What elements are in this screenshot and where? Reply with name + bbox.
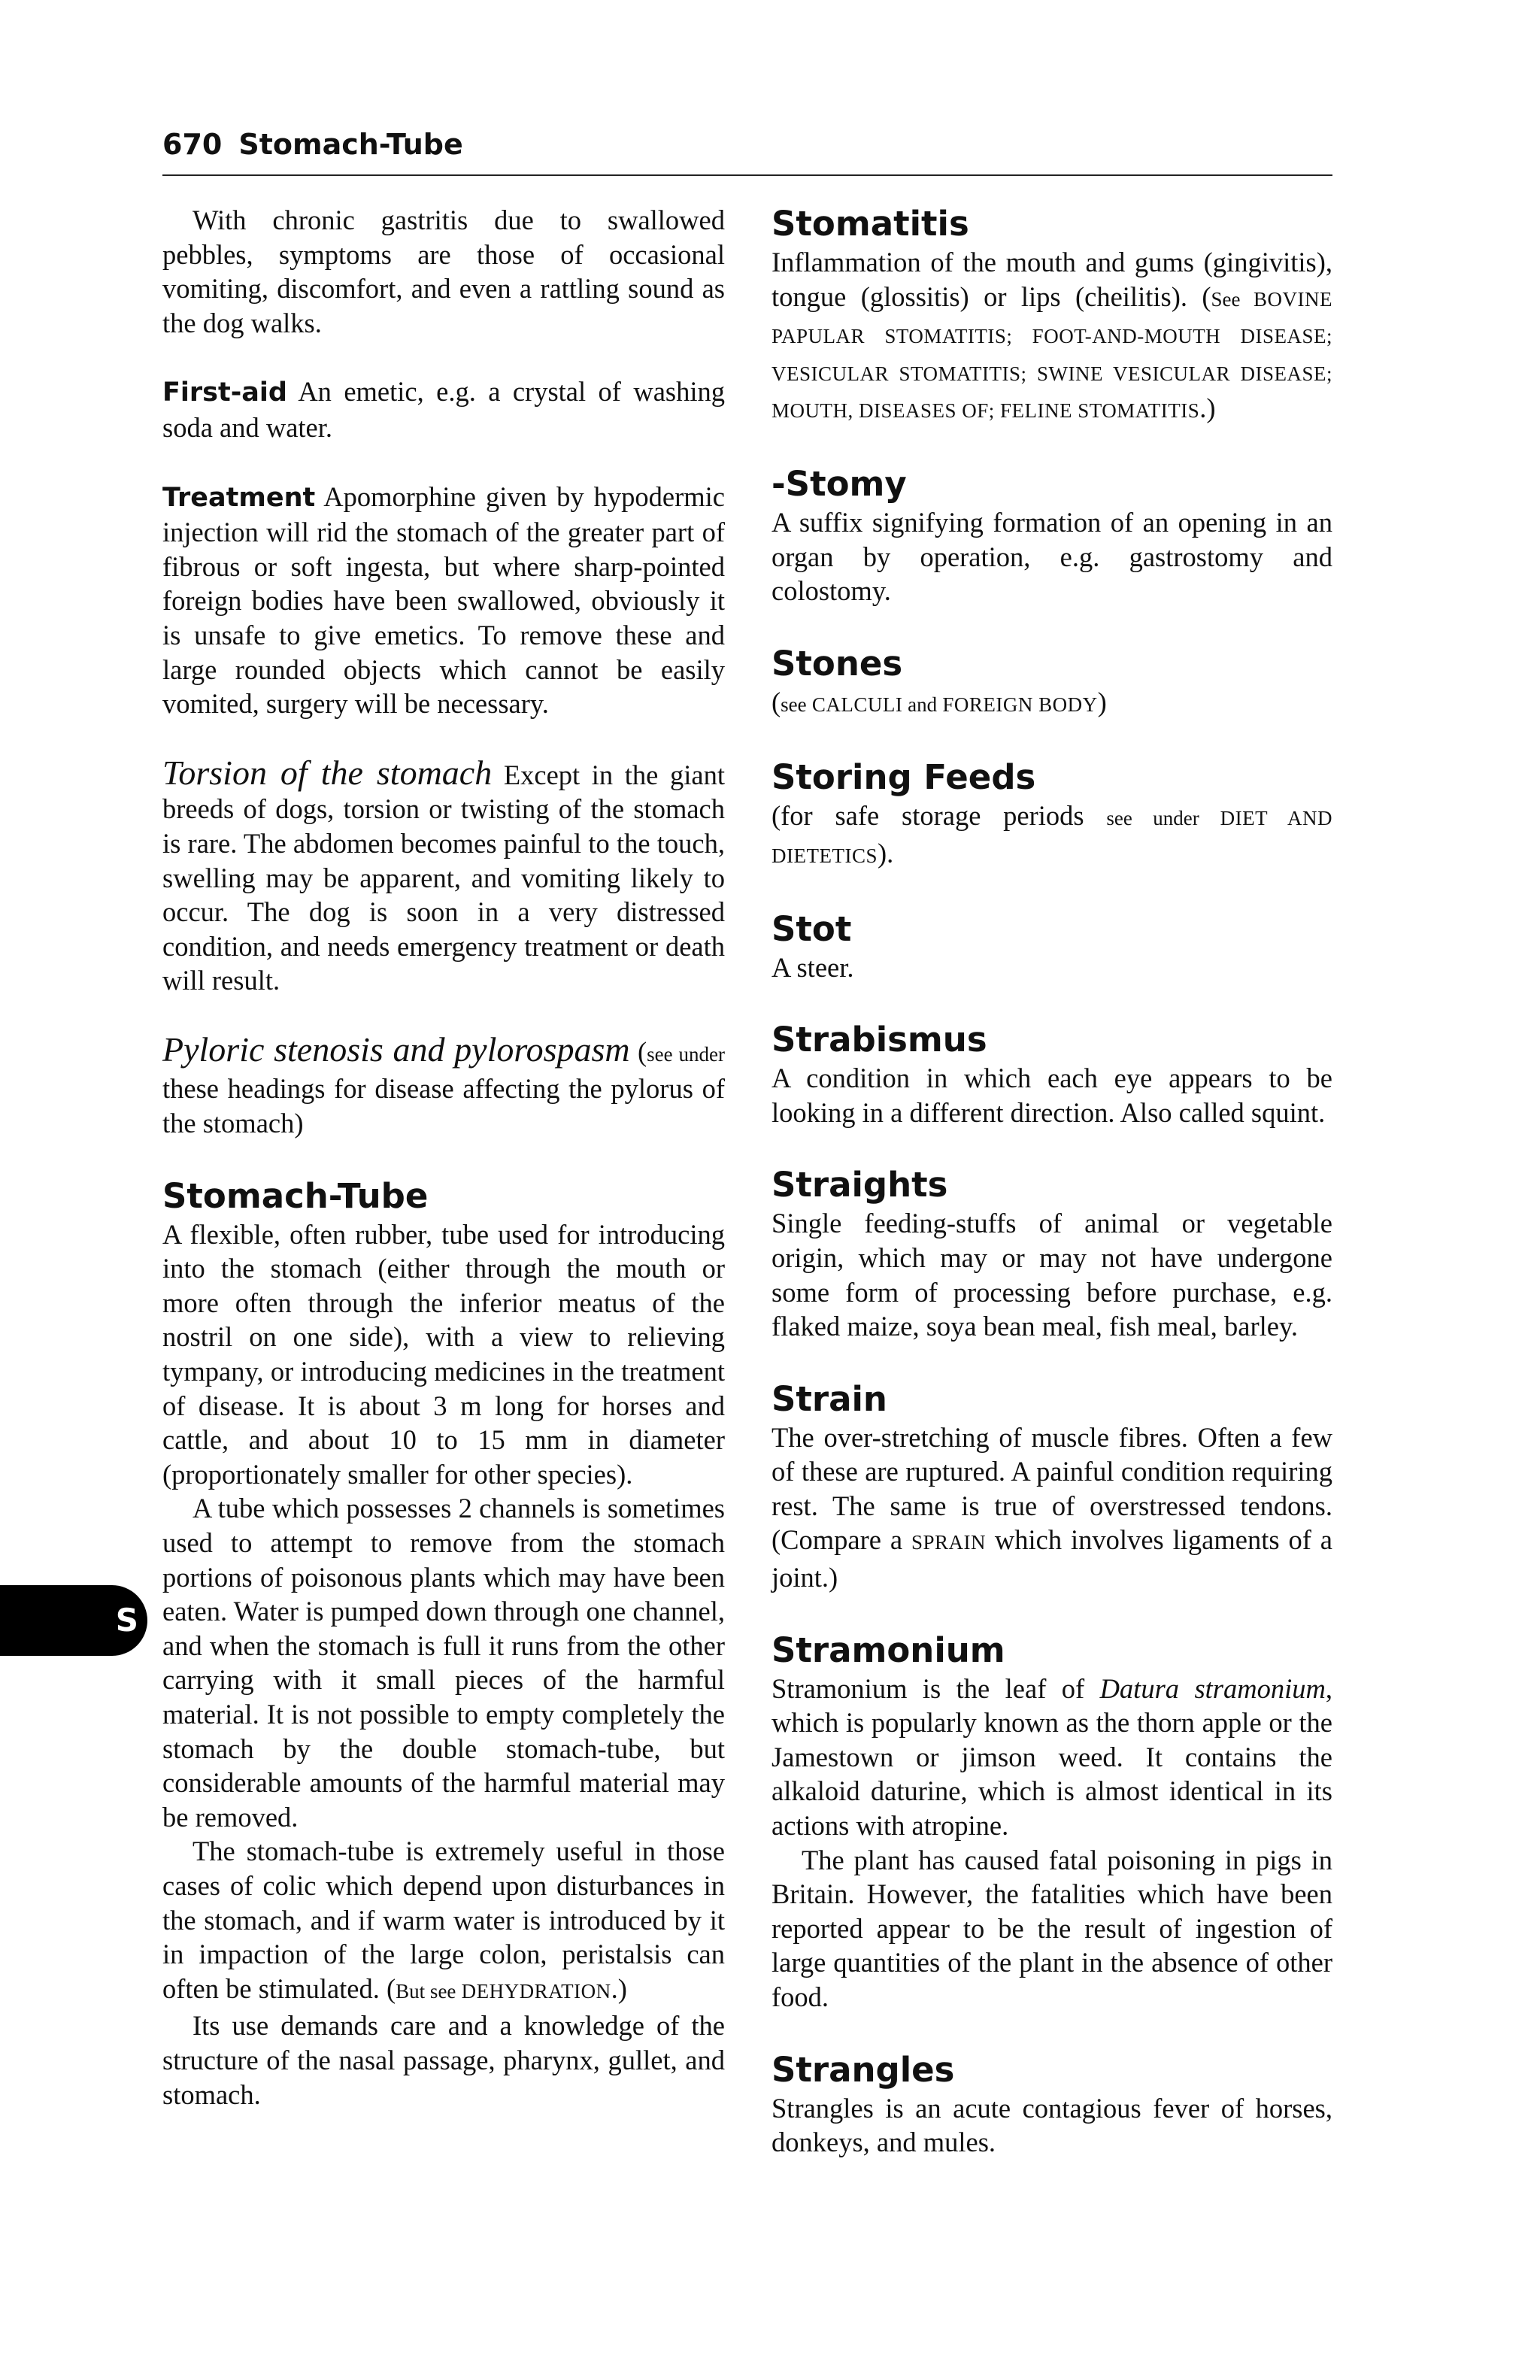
running-head (162, 122, 1332, 176)
storing-feeds-end: ). (877, 837, 894, 869)
cross-ref-sprain: SPRAIN (911, 1531, 987, 1554)
stomatitis-end: .) (1199, 393, 1216, 424)
stones-open: ( (772, 686, 781, 717)
stones-text (772, 685, 1332, 723)
pyloric-open: ( (629, 1035, 647, 1067)
stomach-tube-p2: A tube which possesses 2 channels is sometimes used to attempt to remove from the stomach portions of poisonous plants which may have been eaten. Water is pumped down through one channel, and when the stomach is full it runs from the other carrying with it small pieces of the harmful material. It is not possible to empty completely the stomach by the double stomach-tube, but considerable amounts of the harmful material may be removed. (162, 1493, 725, 1833)
stones-see: see (781, 693, 807, 716)
stomatitis-see: See (1211, 287, 1241, 311)
strabismus-text: A condition in which each eye appears to be looking in a different direction. Also called squint. (772, 1063, 1332, 1128)
stomatitis-text (772, 245, 1332, 429)
entry-straights (772, 1164, 1332, 1343)
entry-stomatitis (772, 203, 1332, 429)
section-thumb-tab (0, 1585, 147, 1656)
torsion-paragraph (162, 753, 725, 998)
stramonium-p1 (772, 1672, 1332, 1843)
stomach-tube-p3-text: The stomach-tube is extremely useful in those cases of colic which depend upon disturbances in the stomach, and if warm water is introduced by it in impaction of the large colon, peristalsis can often be stimulated. ( (162, 1836, 725, 2004)
first-aid-paragraph (162, 374, 725, 444)
page-number: 670 (162, 128, 223, 161)
entry-strabismus (772, 1019, 1332, 1129)
entry-storing-feeds (772, 756, 1332, 873)
stomach-tube-p1: A flexible, often rubber, tube used for introducing into the stomach (either through the mouth or more often through the inferior meatus of the nostril on one side), with a view to relieving tympany, or introducing medicines in the treatment of disease. It is about 3 m long for horses and cattle, and about 10 to 15 mm in diameter (proportionately smaller for other species). (162, 1218, 725, 1490)
entry-heading-strabismus: Strabismus (772, 1020, 987, 1060)
entry-heading-stomach-tube: Stomach-Tube (162, 1175, 429, 1216)
entry-heading-stramonium: Stramonium (772, 1630, 1005, 1670)
thumb-tab-letter: S (115, 1602, 138, 1639)
stramonium-p1-b: , which is popularly known as the thorn apple or the Jamestown or jimson weed. It contains the alkaloid daturine, which is almost identical in its actions with atropine. (772, 1672, 1332, 1842)
entry-strangles (772, 2049, 1332, 2160)
intro-paragraph: With chronic gastritis due to swallowed pebbles, symptoms are those of occasional vomiting, discomfort, and even a rattling sound as the dog walks. (162, 205, 725, 338)
strangles-text: Strangles is an acute contagious fever of horses, donkeys, and mules. (772, 2092, 1332, 2158)
cross-ref-diet: DIET AND DIETETICS (772, 807, 1333, 867)
torsion-label: Torsion of the stomach (162, 753, 493, 792)
stot-text: A steer. (772, 951, 854, 983)
entry-heading-storing-feeds: Storing Feeds (772, 757, 1036, 798)
treatment-text: Apomorphine given by hypodermic injection will rid the stomach of the greater part of fibrous or soft ingesta, but where sharp-pointed foreign bodies have been swallowed, obviously it is unsafe to give emetics. To remove these and large rounded objects which cannot be easily vomited, surgery will be necessary. (162, 481, 725, 720)
entry-stomy (772, 463, 1332, 608)
stomach-tube-p4: Its use demands care and a knowledge of the structure of the nasal passage, pharynx, gullet, and stomach. (162, 2010, 725, 2110)
entry-heading-strain: Strain (772, 1378, 887, 1419)
entry-stot (772, 908, 1332, 985)
cross-ref-foreign-body: FOREIGN BODY (937, 693, 1098, 716)
strain-definition: The over-stretching of muscle fibres. Often a few of these are ruptured. A painful condition requiring rest. The same is true of overstressed tendons. (Compare a (772, 1421, 1332, 1556)
entry-heading-stot: Stot (772, 908, 852, 949)
entry-stramonium (772, 1630, 1332, 2015)
stomach-tube-p3-end: .) (611, 1972, 627, 2004)
first-aid-label: First-aid (162, 377, 287, 408)
stomach-tube-p3-but-see: But see (396, 1979, 456, 2003)
running-title: Stomach-Tube (238, 128, 463, 161)
strain-end: which involves ligaments of a joint.) (772, 1524, 1332, 1593)
entry-heading-strangles: Strangles (772, 2049, 955, 2090)
cross-ref-calculi: CALCULI (806, 693, 903, 716)
stomach-tube-p3 (162, 1834, 725, 2009)
stramonium-p2: The plant has caused fatal poisoning in pigs in Britain. However, the fatalities which have been reported appear to be the result of ingestion of large quantities of the plant in the absence of other food. (772, 1844, 1332, 2012)
storing-feeds-definition: (for safe storage periods (772, 800, 1107, 832)
stones-close: ) (1097, 686, 1107, 717)
entry-strain (772, 1378, 1332, 1595)
treatment-label: Treatment (162, 482, 316, 513)
entry-stones (772, 643, 1332, 723)
stones-and: and (902, 693, 938, 716)
first-aid-text: An emetic, e.g. a crystal of washing soda and water. (162, 376, 725, 443)
treatment-paragraph (162, 480, 725, 721)
entry-heading-stomy: -Stomy (772, 463, 907, 504)
pyloric-paragraph (162, 1029, 725, 1141)
pyloric-text: these headings for disease affecting the pylorus of the stomach) (162, 1073, 725, 1139)
entry-heading-stomatitis: Stomatitis (772, 204, 969, 244)
stomy-text: A suffix signifying formation of an opening in an organ by operation, e.g. gastrostomy and colostomy. (772, 506, 1332, 607)
storing-feeds-see-under: see under (1106, 807, 1199, 830)
straights-text: Single feeding-stuffs of animal or vegetable origin, which may or may not have undergone some form of processing before purchase, e.g. flaked maize, soya bean meal, fish meal, barley. (772, 1208, 1332, 1342)
stomatitis-definition: Inflammation of the mouth and gums (gingivitis), tongue (glossitis) or lips (cheilitis). ( (772, 247, 1332, 312)
entry-heading-straights: Straights (772, 1165, 948, 1205)
torsion-text: Except in the giant breeds of dogs, torsion or twisting of the stomach is rare. The abdomen becomes painful to the touch, swelling may be apparent, and vomiting likely to occur. The dog is soon in a very distressed condition, and needs emergency treatment or death will result. (162, 759, 725, 996)
stramonium-latin-name: Datura stramonium (1099, 1672, 1326, 1704)
entry-heading-stones: Stones (772, 643, 903, 684)
stomatitis-cross-refs: BOVINE PAPULAR STOMATITIS; FOOT-AND-MOUTH DISEASE; VESICULAR STOMATITIS; SWINE VESICULAR DISEASE; MOUTH, DISEASES OF; FELINE STOMATITIS (772, 287, 1332, 423)
cross-ref-dehydration: DEHYDRATION (456, 1979, 611, 2003)
stramonium-p1-a: Stramonium is the leaf of (772, 1672, 1100, 1704)
pyloric-see-under: see under (647, 1042, 725, 1066)
strain-text (772, 1420, 1332, 1595)
left-column (162, 203, 725, 2112)
storing-feeds-text (772, 799, 1332, 873)
right-column (772, 203, 1332, 2160)
pyloric-label: Pyloric stenosis and pylorospasm (162, 1029, 630, 1069)
